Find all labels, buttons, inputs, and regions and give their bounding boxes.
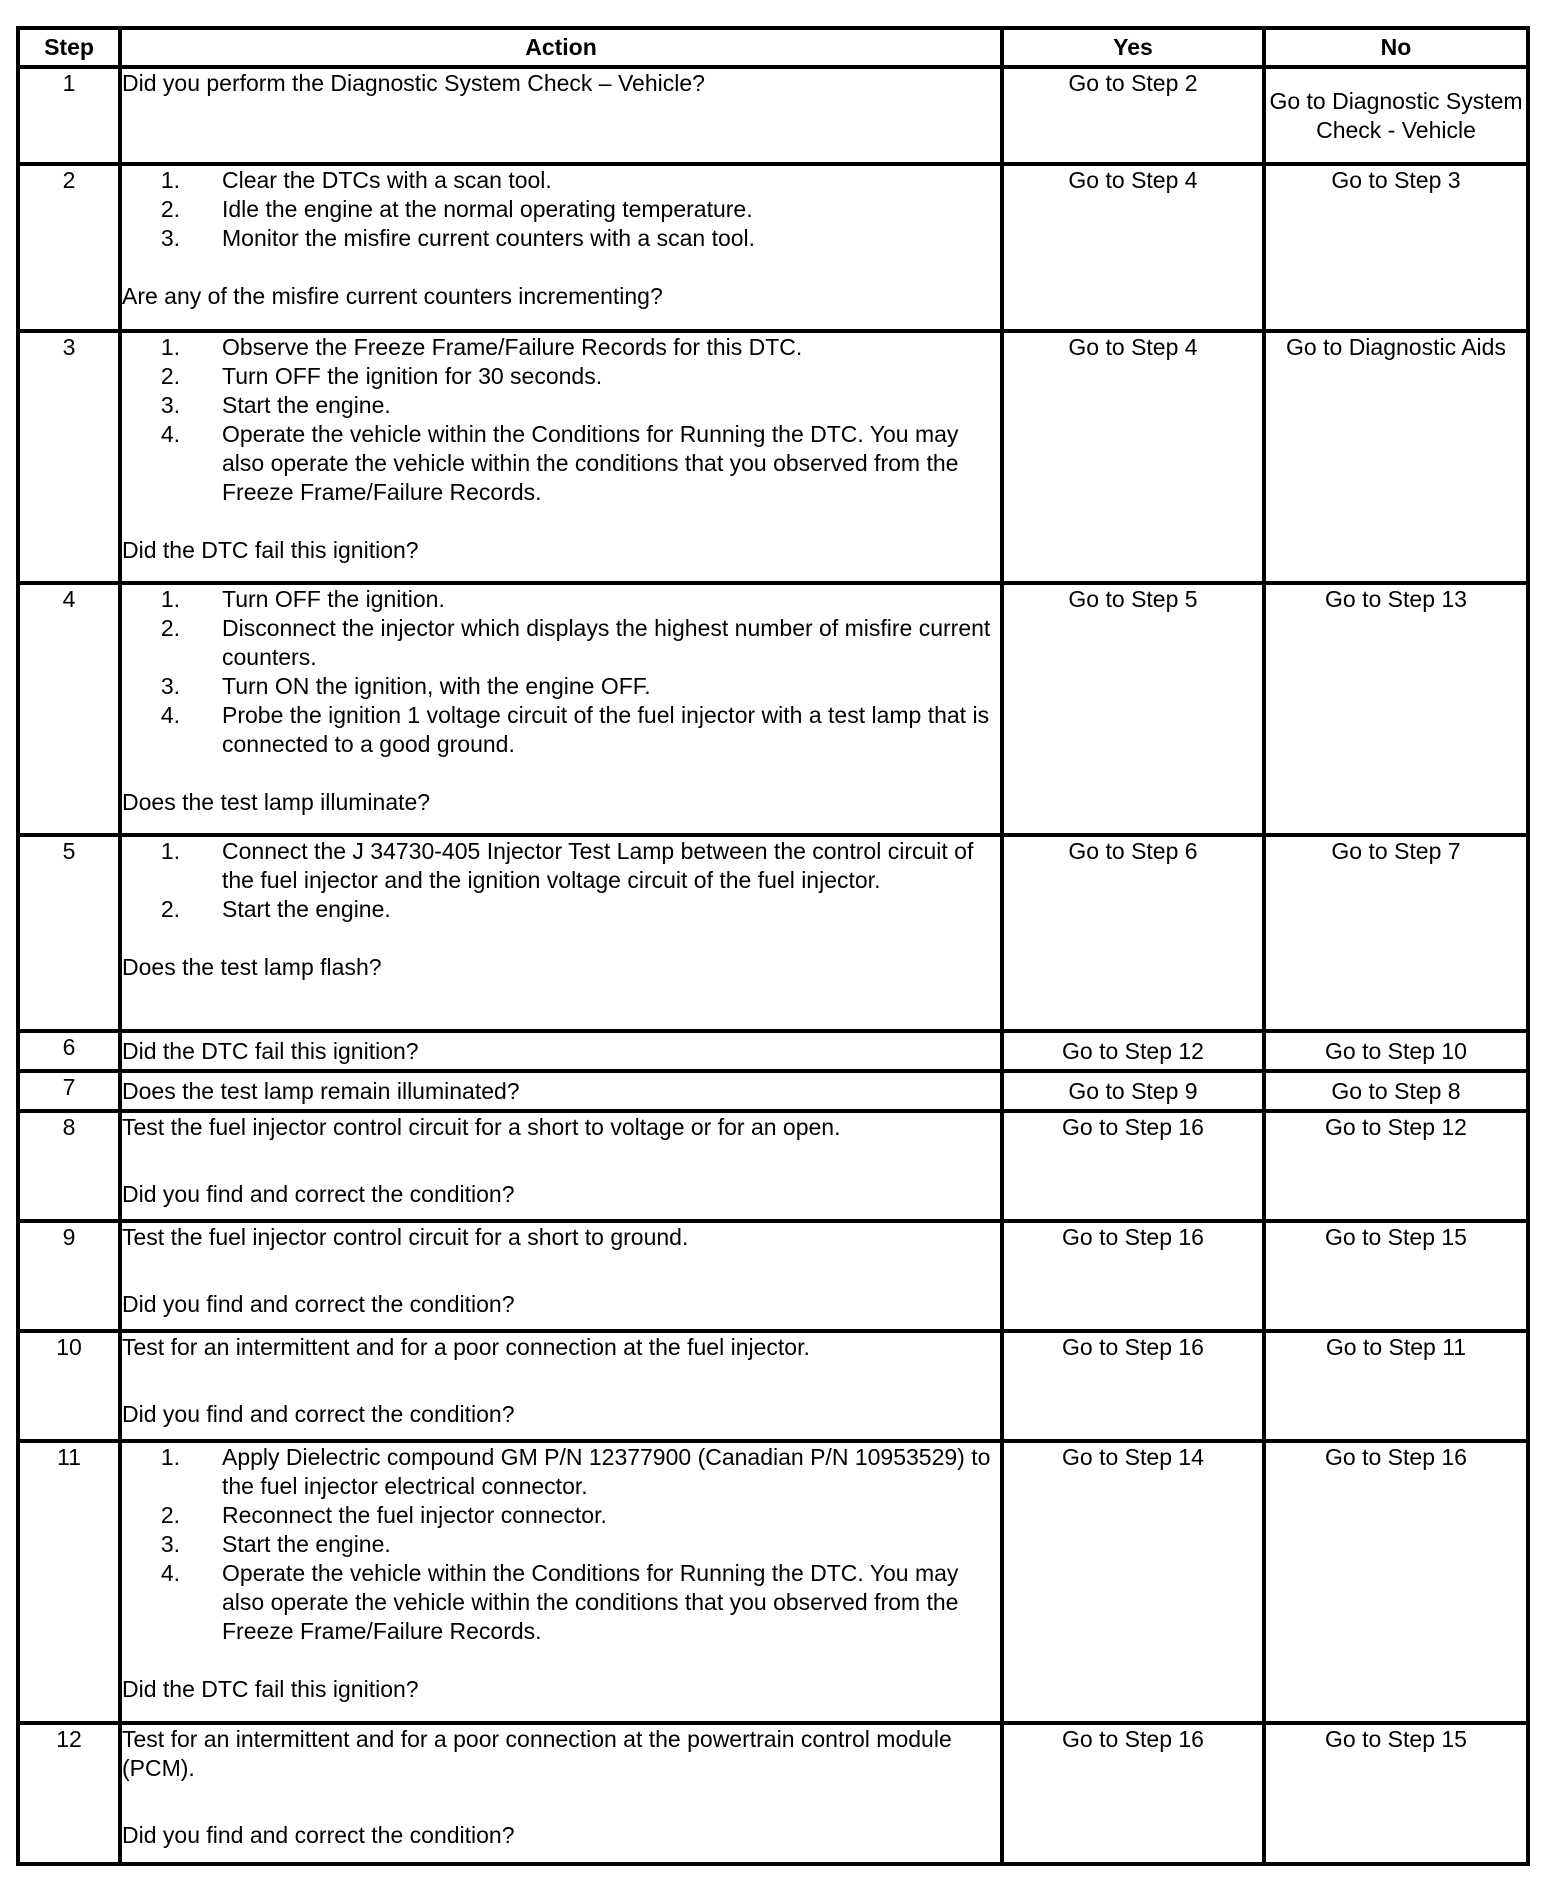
table-row [18,1331,1528,1441]
table-row [18,1221,1528,1331]
action-step-item: 1. Clear the DTCs with a scan tool. [160,167,552,193]
yes-cell: Go to Step 6 [1002,835,1264,1031]
action-step-item: 2. Turn OFF the ignition for 30 seconds. [160,363,603,389]
action-question: Did the DTC fail this ignition? [122,1037,419,1064]
action-steps [122,1443,1000,1646]
action-cell [120,835,1002,1031]
step-number: 9 [18,1221,120,1331]
no-cell: Go to Diagnostic System Check - Vehicle [1264,67,1528,164]
step-number: 10 [18,1331,120,1441]
step-number: 2 [18,164,120,331]
yes-cell: Go to Step 4 [1002,331,1264,583]
action-step-item: 2. Reconnect the fuel injector connector. [160,1502,607,1528]
header-yes: Yes [1002,28,1264,67]
action-step-item: 3. Start the engine. [160,1531,391,1557]
action-paragraph: Test for an intermittent and for a poor connection at the fuel injector. [122,1334,810,1360]
action-steps [122,333,1000,507]
step-number: 1 [18,67,120,164]
table-row [18,583,1528,835]
yes-cell: Go to Step 16 [1002,1111,1264,1221]
table-row [18,1071,1528,1111]
action-question: Are any of the misfire current counters incrementing? [122,283,663,309]
step-number: 11 [18,1441,120,1723]
action-question: Did you find and correct the condition? [122,1181,515,1207]
no-cell: Go to Step 7 [1264,835,1528,1031]
table-row [18,1111,1528,1221]
action-cell [120,67,1002,164]
yes-cell: Go to Step 9 [1002,1071,1264,1111]
action-step-item: 4. Operate the vehicle within the Conditions for Running the DTC. You may also operate the vehicle within the conditions that you observed from the Freeze Frame/Failure Records. [160,1560,959,1644]
action-step-item: 3. Turn ON the ignition, with the engine OFF. [160,673,651,699]
action-question: Did the DTC fail this ignition? [122,537,419,563]
action-question: Did you find and correct the condition? [122,1822,515,1848]
table-row [18,164,1528,331]
action-paragraph: Test the fuel injector control circuit for a short to ground. [122,1224,689,1250]
action-step-item: 3. Start the engine. [160,392,391,418]
action-cell [120,164,1002,331]
step-number: 4 [18,583,120,835]
step-number: 7 [18,1071,120,1111]
step-number: 12 [18,1723,120,1864]
table-row [18,835,1528,1031]
action-step-item: 2. Idle the engine at the normal operating temperature. [160,196,753,222]
no-cell: Go to Step 15 [1264,1221,1528,1331]
action-question: Does the test lamp remain illuminated? [122,1077,520,1104]
action-cell [120,1071,1002,1111]
action-steps [122,166,1000,253]
action-step-item: 1. Apply Dielectric compound GM P/N 12377900 (Canadian P/N 10953529) to the fuel injector electrical connector. [160,1444,991,1499]
action-cell [120,583,1002,835]
action-cell [120,1441,1002,1723]
action-question: Does the test lamp illuminate? [122,789,431,815]
table-row [18,1723,1528,1864]
action-cell [120,1331,1002,1441]
action-cell [120,1221,1002,1331]
no-cell: Go to Step 12 [1264,1111,1528,1221]
yes-cell: Go to Step 5 [1002,583,1264,835]
no-cell: Go to Step 15 [1264,1723,1528,1864]
action-steps [122,837,1000,924]
action-step-item: 1. Connect the J 34730-405 Injector Test Lamp between the control circuit of the fuel injector and the ignition voltage circuit of the fuel injector. [160,838,974,893]
no-cell: Go to Step 13 [1264,583,1528,835]
action-step-item: 1. Turn OFF the ignition. [160,586,445,612]
action-paragraph: Test the fuel injector control circuit for a short to voltage or for an open. [122,1114,841,1140]
yes-cell: Go to Step 12 [1002,1031,1264,1071]
yes-cell: Go to Step 16 [1002,1221,1264,1331]
header-row [18,28,1528,67]
action-cell [120,1723,1002,1864]
no-cell: Go to Step 16 [1264,1441,1528,1723]
action-step-item: 2. Start the engine. [160,896,391,922]
no-cell: Go to Diagnostic Aids [1264,331,1528,583]
step-number: 6 [18,1031,120,1071]
yes-cell: Go to Step 16 [1002,1723,1264,1864]
yes-cell: Go to Step 16 [1002,1331,1264,1441]
action-step-item: 2. Disconnect the injector which displays the highest number of misfire current counters. [160,615,991,670]
yes-cell: Go to Step 4 [1002,164,1264,331]
table-row [18,1031,1528,1071]
table-row [18,67,1528,164]
diagnostic-table [16,26,1530,1866]
action-step-item: 4. Probe the ignition 1 voltage circuit of the fuel injector with a test lamp that is connected to a good ground. [160,702,990,757]
action-cell [120,1111,1002,1221]
step-number: 3 [18,331,120,583]
action-cell [120,1031,1002,1071]
action-paragraph: Test for an intermittent and for a poor connection at the powertrain control module (PCM). [122,1726,952,1781]
header-action: Action [120,28,1002,67]
action-question: Did you find and correct the condition? [122,1291,515,1317]
header-no: No [1264,28,1528,67]
table-row [18,331,1528,583]
action-steps [122,585,1000,759]
action-paragraph: Did you perform the Diagnostic System Check – Vehicle? [122,70,705,96]
no-cell: Go to Step 11 [1264,1331,1528,1441]
no-cell: Go to Step 10 [1264,1031,1528,1071]
header-step: Step [18,28,120,67]
action-question: Did you find and correct the condition? [122,1401,515,1427]
yes-cell: Go to Step 2 [1002,67,1264,164]
step-number: 5 [18,835,120,1031]
action-cell [120,331,1002,583]
yes-cell: Go to Step 14 [1002,1441,1264,1723]
action-step-item: 1. Observe the Freeze Frame/Failure Records for this DTC. [160,334,803,360]
action-question: Did the DTC fail this ignition? [122,1676,419,1702]
action-step-item: 4. Operate the vehicle within the Conditions for Running the DTC. You may also operate the vehicle within the conditions that you observed from the Freeze Frame/Failure Records. [160,421,959,505]
action-question: Does the test lamp flash? [122,954,382,980]
step-number: 8 [18,1111,120,1221]
no-cell: Go to Step 3 [1264,164,1528,331]
no-cell: Go to Step 8 [1264,1071,1528,1111]
action-step-item: 3. Monitor the misfire current counters with a scan tool. [160,225,756,251]
table-row [18,1441,1528,1723]
